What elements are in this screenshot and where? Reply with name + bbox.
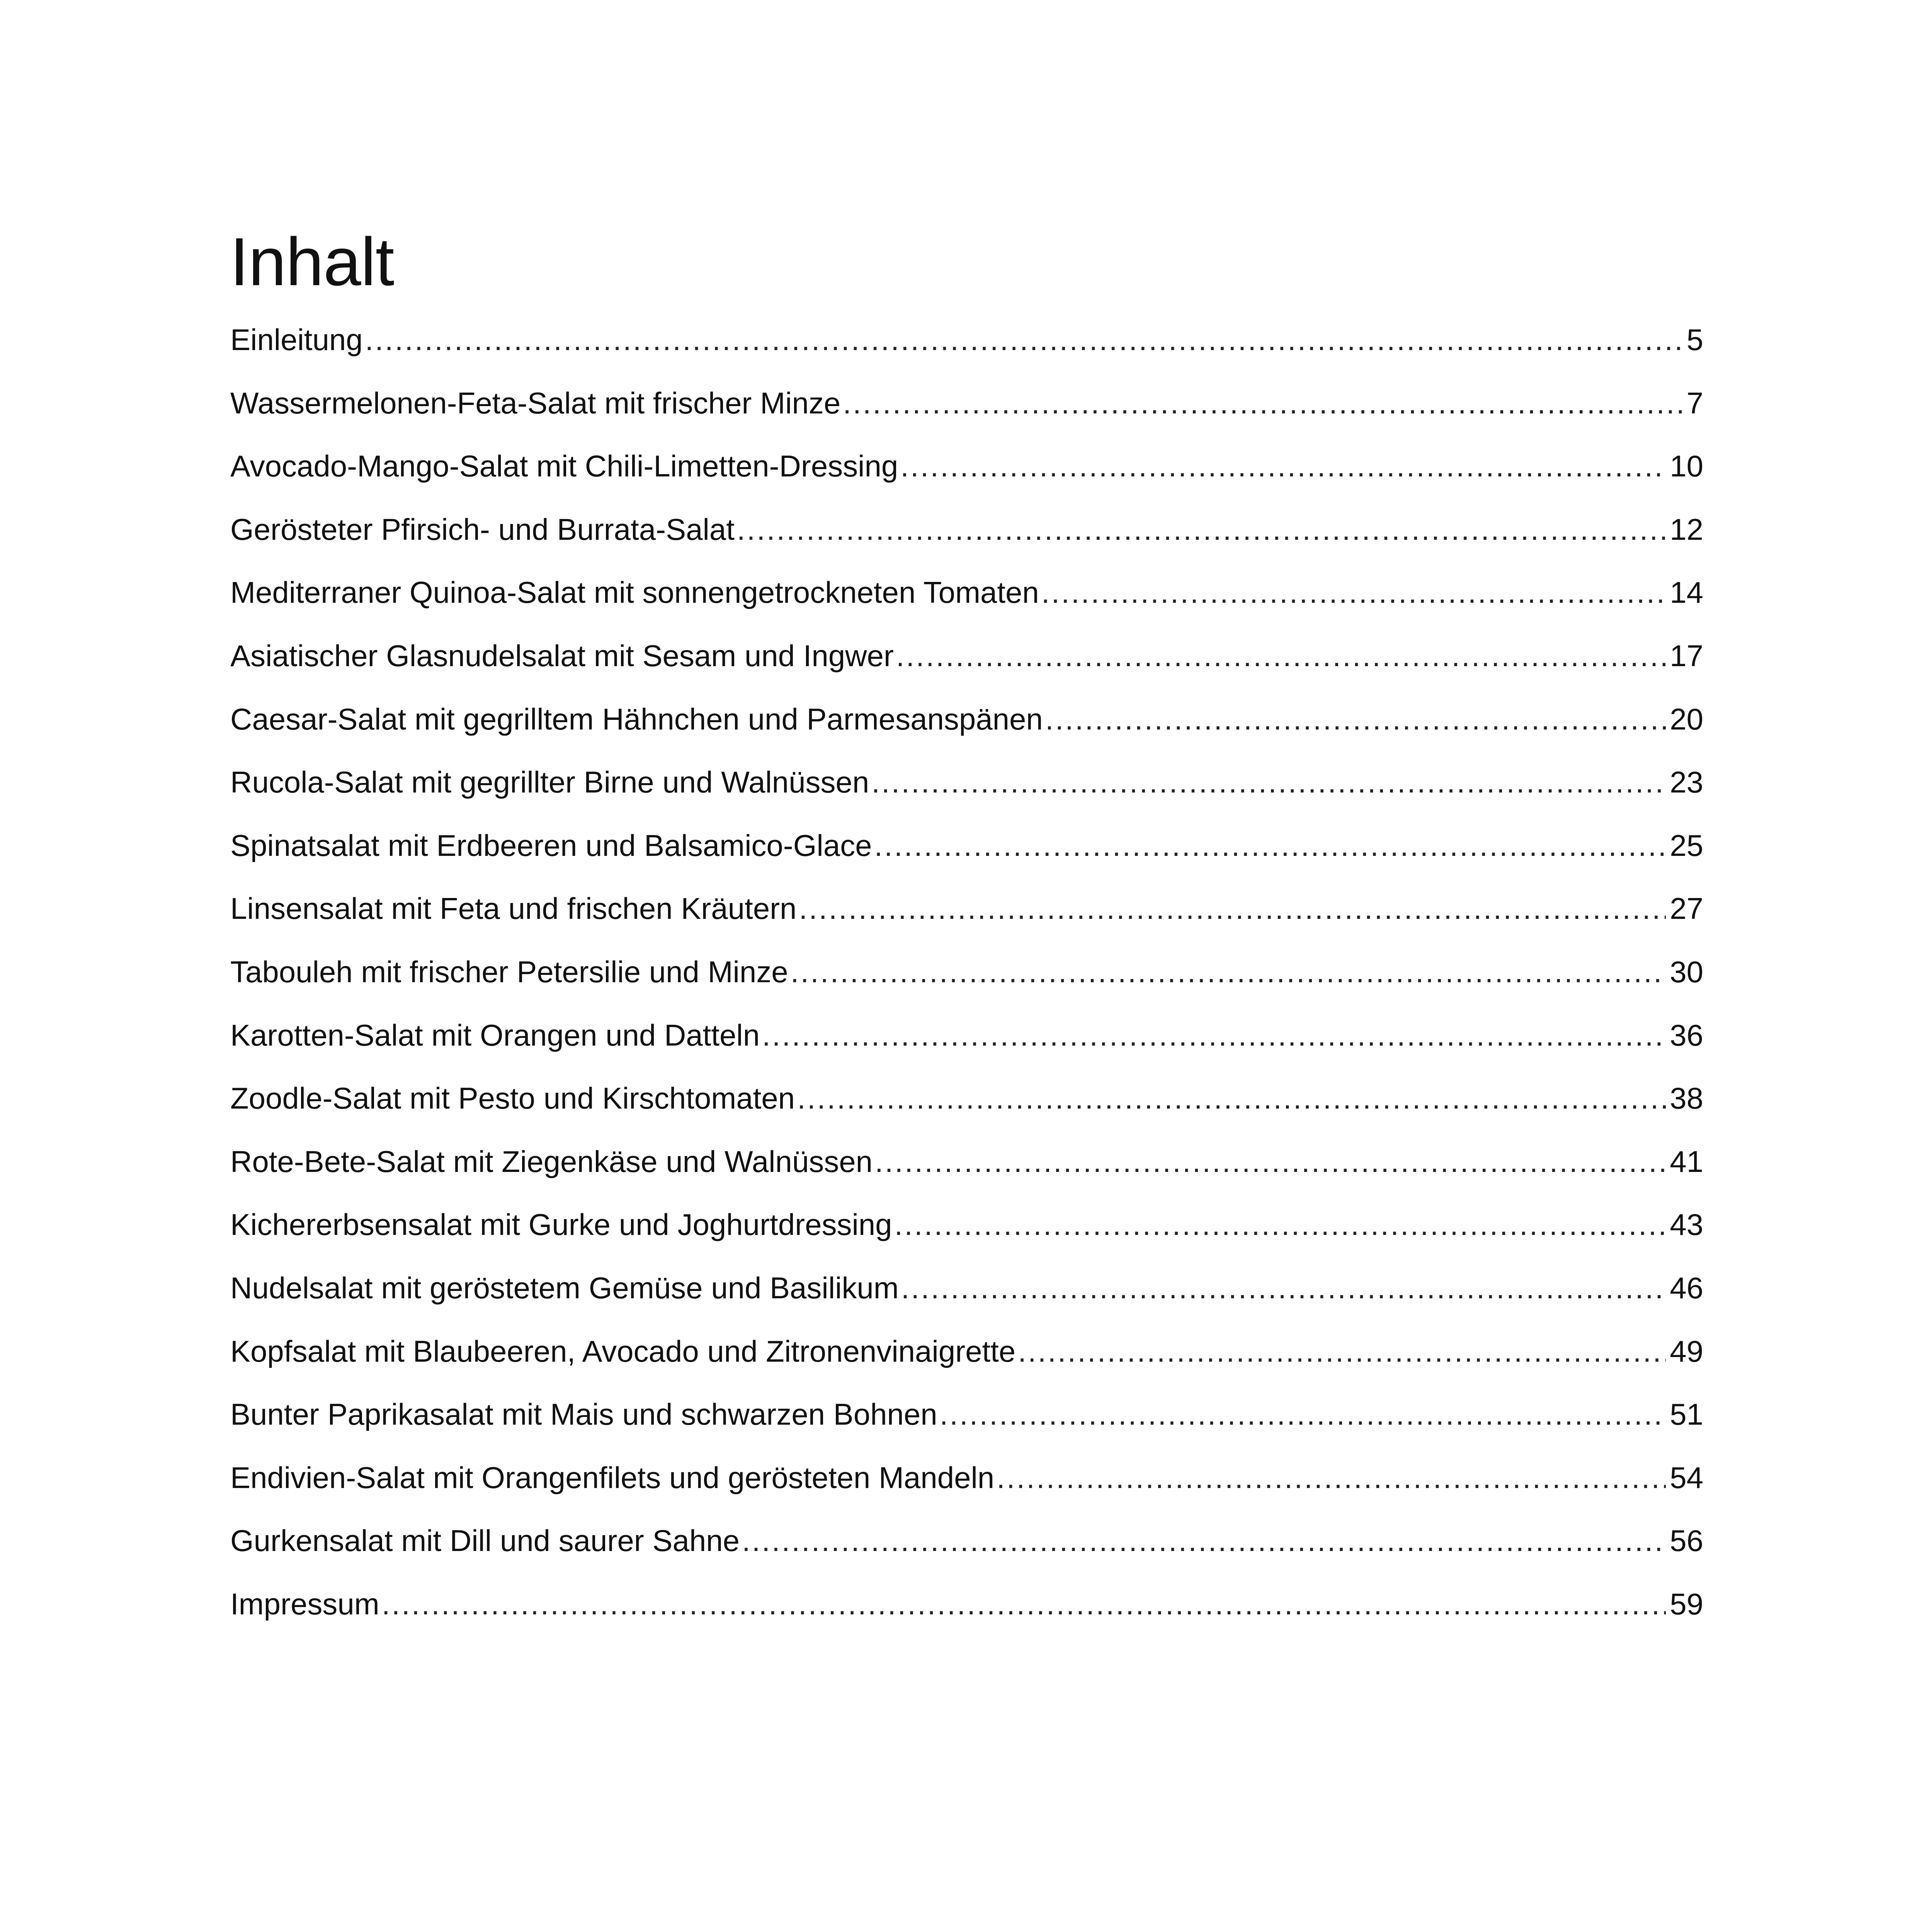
- toc-entry[interactable]: [230, 1273, 1703, 1336]
- toc-list: [230, 325, 1703, 1652]
- toc-dot-leader: [791, 957, 1666, 987]
- toc-entry-title: Asiatischer Glasnudelsalat mit Sesam und Ingwer: [230, 640, 894, 673]
- toc-dot-leader: [797, 1083, 1666, 1113]
- toc-dot-leader: [901, 1273, 1666, 1303]
- toc-entry-page-number: 46: [1670, 1272, 1703, 1305]
- toc-entry-page-number: 59: [1670, 1588, 1703, 1621]
- toc-entry[interactable]: [230, 704, 1703, 767]
- toc-entry[interactable]: [230, 1463, 1703, 1526]
- toc-dot-leader: [1045, 704, 1666, 734]
- toc-entry[interactable]: [230, 830, 1703, 894]
- toc-entry-page-number: 51: [1670, 1399, 1703, 1432]
- toc-entry-title: Karotten-Salat mit Orangen und Datteln: [230, 1020, 760, 1052]
- toc-dot-leader: [875, 1146, 1666, 1177]
- toc-dot-leader: [799, 893, 1666, 923]
- toc-entry-page-number: 10: [1670, 451, 1703, 483]
- toc-heading: Inhalt: [230, 224, 394, 300]
- toc-entry-page-number: 43: [1670, 1209, 1703, 1242]
- toc-entry-title: Zoodle-Salat mit Pesto und Kirschtomaten: [230, 1083, 795, 1116]
- toc-entry[interactable]: [230, 1020, 1703, 1083]
- toc-dot-leader: [382, 1589, 1666, 1619]
- toc-entry-title: Tabouleh mit frischer Petersilie und Minze: [230, 956, 788, 989]
- toc-entry[interactable]: [230, 577, 1703, 641]
- toc-entry-title: Endivien-Salat mit Orangenfilets und gerösteten Mandeln: [230, 1462, 995, 1495]
- toc-entry-page-number: 23: [1670, 767, 1703, 799]
- toc-entry-title: Linsensalat mit Feta und frischen Kräutern: [230, 893, 797, 926]
- toc-entry[interactable]: [230, 1083, 1703, 1146]
- toc-entry[interactable]: [230, 1209, 1703, 1273]
- toc-entry-title: Rote-Bete-Salat mit Ziegenkäse und Walnüssen: [230, 1146, 873, 1179]
- toc-entry-page-number: 27: [1670, 893, 1703, 926]
- toc-entry-title: Spinatsalat mit Erdbeeren und Balsamico-Glace: [230, 830, 872, 862]
- toc-entry-page-number: 56: [1670, 1526, 1703, 1558]
- toc-entry[interactable]: [230, 1336, 1703, 1400]
- toc-dot-leader: [762, 1020, 1666, 1050]
- toc-dot-leader: [365, 325, 1683, 355]
- toc-entry[interactable]: [230, 1146, 1703, 1210]
- toc-entry-title: Gurkensalat mit Dill und saurer Sahne: [230, 1526, 740, 1558]
- toc-dot-leader: [895, 1209, 1666, 1240]
- toc-entry[interactable]: [230, 1589, 1703, 1652]
- toc-entry[interactable]: [230, 514, 1703, 578]
- toc-entry-page-number: 25: [1670, 830, 1703, 862]
- toc-entry-page-number: 5: [1686, 325, 1703, 357]
- toc-entry-page-number: 12: [1670, 514, 1703, 546]
- toc-dot-leader: [997, 1463, 1666, 1493]
- toc-entry-title: Kopfsalat mit Blaubeeren, Avocado und Zitronenvinaigrette: [230, 1336, 1016, 1368]
- toc-entry[interactable]: [230, 893, 1703, 957]
- toc-dot-leader: [843, 388, 1682, 418]
- toc-entry-title: Wassermelonen-Feta-Salat mit frischer Minze: [230, 388, 841, 420]
- toc-entry-page-number: 7: [1686, 388, 1703, 420]
- toc-entry[interactable]: [230, 957, 1703, 1020]
- toc-entry-page-number: 17: [1670, 640, 1703, 673]
- toc-entry-title: Caesar-Salat mit gegrilltem Hähnchen und Parmesanspänen: [230, 704, 1043, 736]
- toc-entry-title: Einleitung: [230, 325, 363, 357]
- toc-entry-title: Mediterraner Quinoa-Salat mit sonnengetrockneten Tomaten: [230, 577, 1039, 610]
- toc-entry[interactable]: [230, 325, 1703, 388]
- toc-entry-title: Avocado-Mango-Salat mit Chili-Limetten-Dressing: [230, 451, 898, 483]
- toc-dot-leader: [874, 830, 1666, 861]
- toc-entry[interactable]: [230, 388, 1703, 451]
- toc-entry-page-number: 41: [1670, 1146, 1703, 1179]
- toc-dot-leader: [871, 767, 1666, 797]
- toc-entry[interactable]: [230, 1399, 1703, 1463]
- toc-entry-page-number: 49: [1670, 1336, 1703, 1368]
- toc-entry-title: Kichererbsensalat mit Gurke und Joghurtdressing: [230, 1209, 892, 1242]
- toc-entry[interactable]: [230, 1526, 1703, 1589]
- toc-dot-leader: [1041, 577, 1666, 607]
- toc-entry[interactable]: [230, 767, 1703, 830]
- toc-entry-page-number: 14: [1670, 577, 1703, 610]
- toc-dot-leader: [900, 451, 1666, 481]
- toc-dot-leader: [896, 641, 1666, 671]
- toc-entry-title: Nudelsalat mit geröstetem Gemüse und Basilikum: [230, 1272, 899, 1305]
- toc-entry-title: Rucola-Salat mit gegrillter Birne und Walnüssen: [230, 767, 869, 799]
- toc-entry-page-number: 20: [1670, 704, 1703, 736]
- toc-entry-page-number: 36: [1670, 1020, 1703, 1052]
- toc-dot-leader: [1018, 1336, 1666, 1366]
- toc-dot-leader: [737, 514, 1666, 544]
- toc-entry[interactable]: [230, 641, 1703, 704]
- toc-entry[interactable]: [230, 451, 1703, 514]
- toc-entry-title: Impressum: [230, 1588, 379, 1621]
- toc-entry-title: Bunter Paprikasalat mit Mais und schwarzen Bohnen: [230, 1399, 937, 1432]
- toc-dot-leader: [742, 1526, 1666, 1556]
- toc-entry-title: Gerösteter Pfirsich- und Burrata-Salat: [230, 514, 735, 546]
- toc-entry-page-number: 30: [1670, 956, 1703, 989]
- toc-entry-page-number: 38: [1670, 1083, 1703, 1116]
- toc-entry-page-number: 54: [1670, 1462, 1703, 1495]
- toc-dot-leader: [940, 1399, 1666, 1429]
